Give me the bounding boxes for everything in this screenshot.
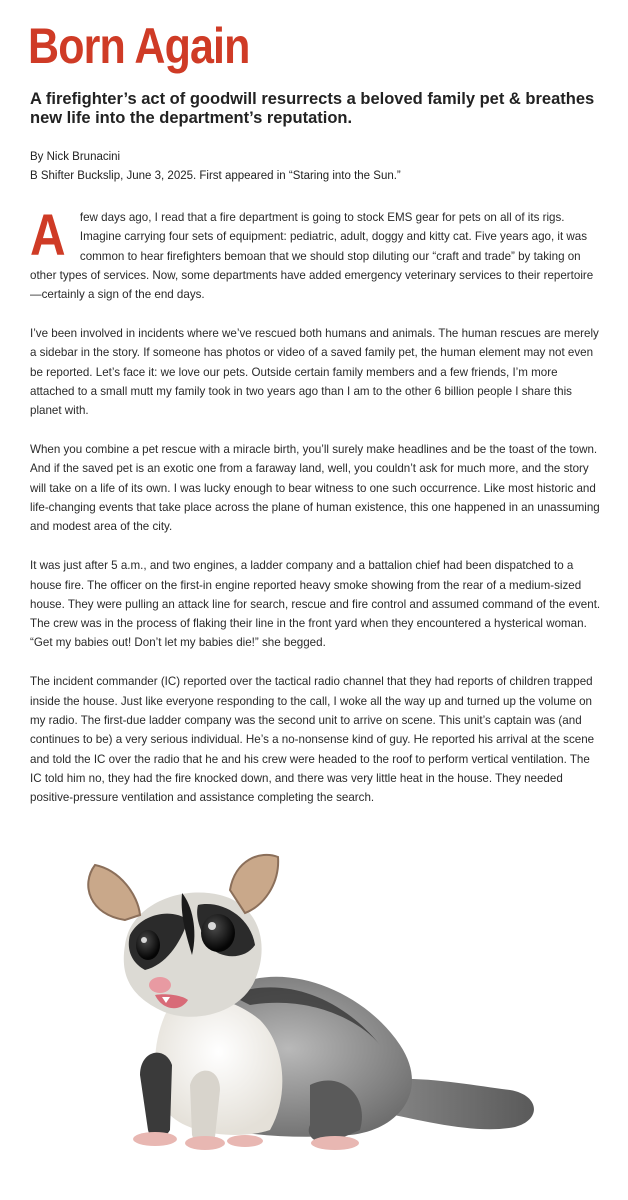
paragraph-1 [30, 203, 602, 304]
drop-cap: A [30, 203, 66, 268]
author-line: By Nick Brunacini [30, 151, 121, 163]
article-title: Born Again [28, 18, 250, 74]
paragraph-1-text: few days ago, I read that a fire department is going to stock EMS gear for pets on all of its rigs. Imagine carrying four sets of equipment: pediatric, adult, doggy and kitty cat. Five years ago, it was common to hear firefighters bemoan that we should stop diluting our “craft and trade” by taking on other types of services. Now, some departments have added emergency veterinary services to their repertoire—certainly a sign of the end days. [30, 211, 594, 302]
paragraph-2: I’ve been involved in incidents where we’ve rescued both humans and animals. The human rescues are merely a sidebar in the story. If someone has photos or video of a saved family pet, the human element may not even be reported. Let’s face it: we love our pets. Outside certain family members and a few friends, I’m more attached to a small mutt my family took in two years ago than I am to the other 6 billion people I share this planet with. [30, 327, 599, 418]
paw-front-left [133, 1132, 177, 1146]
paw-back [311, 1136, 359, 1150]
front-leg-right [190, 1071, 220, 1143]
article-body [30, 203, 602, 827]
ear-left [88, 865, 140, 920]
sugar-glider-illustration [70, 845, 550, 1165]
source-line: B Shifter Buckslip, June 3, 2025. First appeared in “Staring into the Sun.” [30, 170, 401, 182]
paragraph-4: It was just after 5 a.m., and two engines, a ladder company and a battalion chief had been dispatched to a house fire. The officer on the first-in engine reported heavy smoke showing from the rear of a medium-sized house. They were pulling an attack line for search, rescue and fire control and assumed command of the event. The crew was in the process of flaking their line in the front yard when they encountered a hysterical woman. “Get my babies out! Don’t let my babies die!” she begged. [30, 559, 601, 650]
paragraph-3: When you combine a pet rescue with a miracle birth, you’ll surely make headlines and be the toast of the town. And if the saved pet is an exotic one from a faraway land, well, you couldn’t ask for much more, and the story will take on a life of its own. I was lucky enough to bear witness to one such occurrence. Like most historic and life-changing events that take place across the plane of human existence, this one happened in an unassuming and modest area of the city. [30, 443, 600, 534]
eye-left [136, 930, 160, 960]
eye-right [201, 914, 235, 952]
byline [30, 148, 605, 186]
paragraph-5: The incident commander (IC) reported over the tactical radio channel that they had reports of children trapped inside the house. Just like everyone responding to the call, I woke all the way up and turned up the volume on my radio. The first-due ladder company was the second unit to arrive on scene. This unit’s captain was (and continues to be) a very serious individual. He’s a no-nonsense kind of guy. He reported his arrival at the scene and told the IC over the radio that he and his crew were headed to the roof to perform vertical ventilation. The IC told him no, they had the fire knocked down, and there was very little heat in the house. They needed positive-pressure ventilation and assistance completing the search. [30, 675, 595, 805]
paw-front-right [185, 1136, 225, 1150]
sugar-glider-photo [70, 845, 550, 1165]
nose [149, 977, 171, 993]
article-subtitle: A firefighter’s act of goodwill resurrects a beloved family pet & breathes new life into the department’s reputation. [30, 90, 595, 127]
front-leg-left [140, 1053, 172, 1138]
